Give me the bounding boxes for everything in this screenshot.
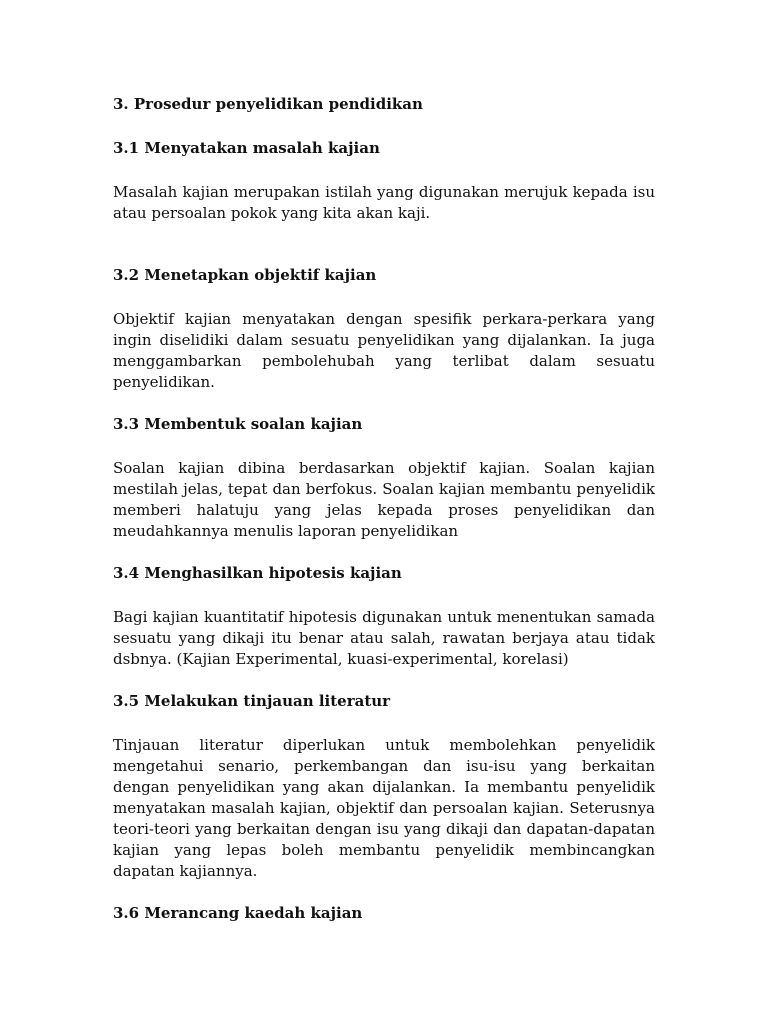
section-body-3-3: Soalan kajian dibina berdasarkan objektif kajian. Soalan kajian mestilah jelas, tepat dan berfokus. Soalan kajian membantu penyelidik memberi halatuju yang jelas kepada proses penyelidikan dan meudahkannya menulis laporan penyelidikan (113, 459, 655, 540)
document-page (113, 94, 655, 924)
section-body-3-1: Masalah kajian merupakan istilah yang digunakan merujuk kepada isu atau persoalan pokok yang kita akan kaji. (113, 183, 655, 222)
document-title: 3. Prosedur penyelidikan pendidikan (113, 95, 423, 113)
section-heading-3-6: 3.6 Merancang kaedah kajian (113, 904, 363, 922)
section-heading-3-1: 3.1 Menyatakan masalah kajian (113, 139, 380, 157)
section-body-3-4: Bagi kajian kuantitatif hipotesis digunakan untuk menentukan samada sesuatu yang dikaji itu benar atau salah, rawatan berjaya atau tidak dsbnya. (Kajian Experimental, kuasi-experimental, korelasi) (113, 608, 655, 668)
section-heading-3-4: 3.4 Menghasilkan hipotesis kajian (113, 564, 402, 582)
section-body-3-5: Tinjauan literatur diperlukan untuk membolehkan penyelidik mengetahui senario, perkembangan dan isu-isu yang berkaitan dengan penyelidikan yang akan dijalankan. Ia membantu penyelidik menyatakan masalah kajian, objektif dan persoalan kajian. Seterusnya teori-teori yang berkaitan dengan isu yang dikaji dan dapatan-dapatan kajian yang lepas boleh membantu penyelidik membincangkan dapatan kajiannya. (113, 736, 655, 880)
section-heading-3-3: 3.3 Membentuk soalan kajian (113, 415, 363, 433)
section-heading-3-2: 3.2 Menetapkan objektif kajian (113, 266, 377, 284)
section-body-3-2: Objektif kajian menyatakan dengan spesifik perkara-perkara yang ingin diselidiki dalam sesuatu penyelidikan yang dijalankan. Ia juga menggambarkan pembolehubah yang terlibat dalam sesuatu penyelidikan. (113, 310, 655, 391)
section-heading-3-5: 3.5 Melakukan tinjauan literatur (113, 692, 391, 710)
